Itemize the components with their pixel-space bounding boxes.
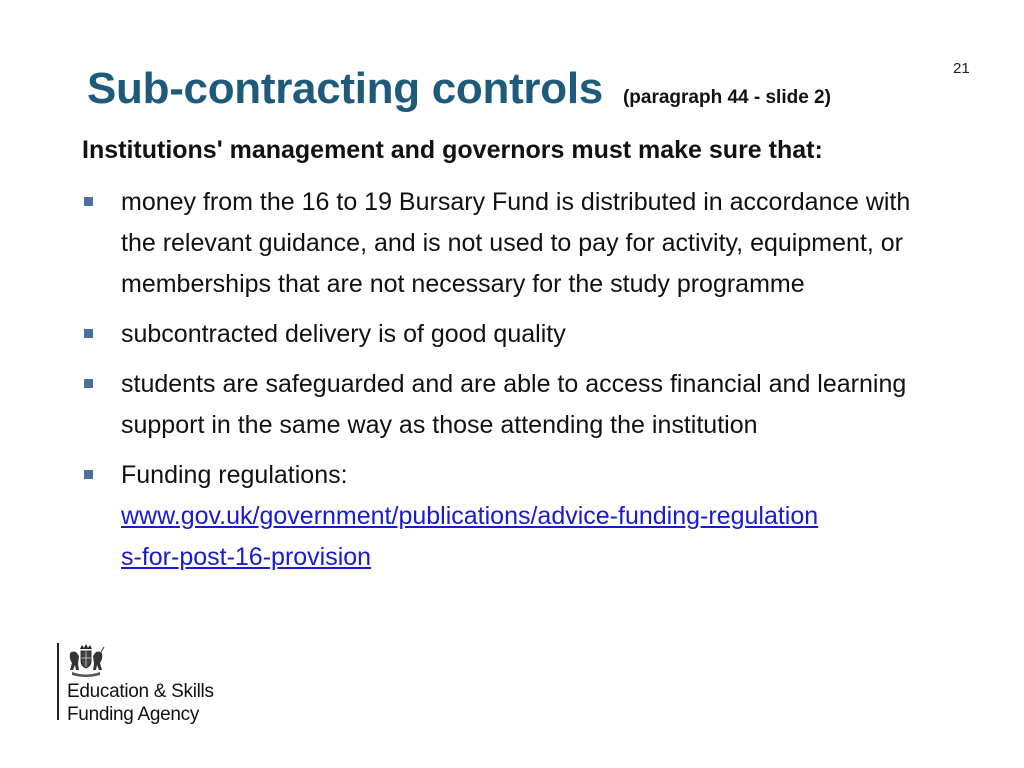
bullet-text: subcontracted delivery is of good quality bbox=[121, 320, 566, 348]
square-bullet-icon bbox=[84, 329, 93, 338]
royal-crest-icon bbox=[66, 644, 106, 677]
bullet-list bbox=[82, 182, 922, 587]
slide-number: 21 bbox=[953, 60, 970, 77]
square-bullet-icon bbox=[84, 379, 93, 388]
list-item bbox=[82, 364, 922, 446]
bullet-text: students are safeguarded and are able to access financial and learning support in the same way as those attending the institution bbox=[121, 370, 907, 439]
intro-heading: Institutions' management and governors must make sure that: bbox=[82, 136, 823, 164]
agency-name-line1: Education & Skills bbox=[67, 681, 214, 702]
square-bullet-icon bbox=[84, 470, 93, 479]
list-item bbox=[82, 314, 922, 355]
title-main: Sub-contracting controls bbox=[87, 64, 603, 113]
funding-regulations-link[interactable]: www.gov.uk/government/publications/advice-funding-regulations-for-post-16-provision bbox=[121, 502, 819, 571]
bullet-text: money from the 16 to 19 Bursary Fund is distributed in accordance with the relevant guidance, and is not used to pay for activity, equipment, or memberships that are not necessary for the study programme bbox=[121, 188, 911, 298]
slide-title bbox=[87, 64, 831, 114]
list-item bbox=[82, 182, 922, 305]
bullet-text: Funding regulations: bbox=[121, 461, 348, 489]
agency-logo-text bbox=[67, 680, 214, 726]
logo-divider bbox=[57, 643, 59, 720]
agency-name-line2: Funding Agency bbox=[67, 704, 200, 725]
title-subtitle: (paragraph 44 - slide 2) bbox=[622, 87, 831, 108]
list-item bbox=[82, 455, 922, 578]
square-bullet-icon bbox=[84, 197, 93, 206]
